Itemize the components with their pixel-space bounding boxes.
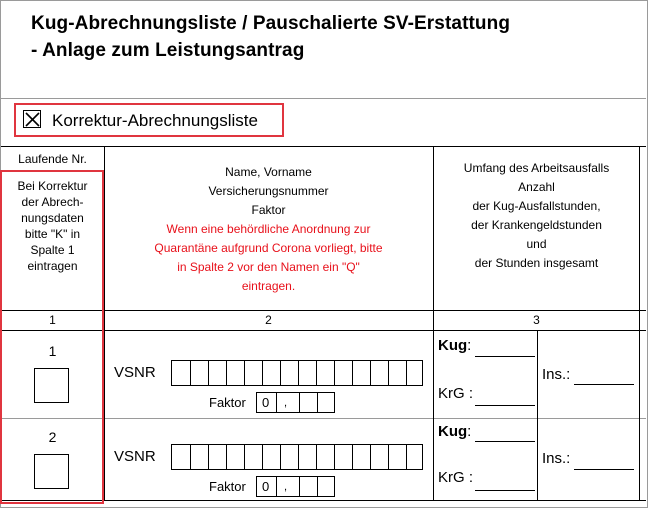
col3-header-line: und <box>526 237 547 251</box>
vsnr-cell <box>298 361 316 385</box>
row-correction-box[interactable] <box>34 454 69 489</box>
col2-quarantine-note <box>104 220 433 296</box>
col3-header-line: Umfang des Arbeitsausfalls <box>463 161 610 175</box>
form-title <box>31 10 510 64</box>
vsnr-cell <box>406 445 424 469</box>
correction-checkbox-label: Korrektur-Abrechnungsliste <box>52 111 258 130</box>
vsnr-input[interactable] <box>171 360 423 386</box>
col3-header-line: der Stunden insgesamt <box>474 256 599 270</box>
vsnr-cell <box>244 445 262 469</box>
vsnr-cell <box>388 361 406 385</box>
col3-header-line: der Krankengeldstunden <box>471 218 602 232</box>
vsnr-cell <box>352 361 370 385</box>
factor-separator: , <box>284 481 288 493</box>
vsnr-cell <box>370 361 388 385</box>
col2-note-line: in Spalte 2 vor den Namen ein "Q" <box>177 260 360 274</box>
kug-label <box>438 337 471 355</box>
factor-separator: , <box>284 397 288 409</box>
col2-header <box>104 163 433 220</box>
col2-note-line: Quarantäne aufgrund Corona vorliegt, bitte <box>154 241 383 255</box>
col3-right-border <box>639 146 640 500</box>
vsnr-cell <box>298 445 316 469</box>
form-title-line2: - Anlage zum Leistungsantrag <box>31 40 305 61</box>
vsnr-cell <box>352 445 370 469</box>
krg-label: KrG : <box>438 385 474 402</box>
vsnr-cell <box>388 445 406 469</box>
vsnr-cell <box>280 445 298 469</box>
col3-number: 3 <box>533 313 540 327</box>
col1-note-line: eintragen <box>27 259 78 273</box>
vsnr-cell <box>190 361 208 385</box>
factor-prefix: 0 <box>262 479 270 494</box>
vsnr-cell <box>208 361 226 385</box>
vsnr-cell <box>316 445 334 469</box>
ins-input-line[interactable] <box>574 384 634 385</box>
kug-label-text: Kug <box>438 423 468 440</box>
kug-colon: : <box>467 423 472 440</box>
vsnr-cell <box>208 445 226 469</box>
vsnr-cell <box>370 445 388 469</box>
factor-cell-divider <box>299 477 300 496</box>
col2-header-line: Name, Vorname <box>225 165 312 179</box>
factor-prefix: 0 <box>262 395 270 410</box>
vsnr-label: VSNR <box>114 448 156 465</box>
factor-input[interactable] <box>256 476 335 497</box>
col3-header-line: der Kug-Ausfallstunden, <box>472 199 601 213</box>
vsnr-cell <box>262 445 280 469</box>
row-correction-box[interactable] <box>34 368 69 403</box>
title-separator <box>1 98 646 99</box>
col2-note-line: eintragen. <box>241 279 296 293</box>
vsnr-cell <box>280 361 298 385</box>
col3-header-line: Anzahl <box>518 180 555 194</box>
vsnr-label: VSNR <box>114 364 156 381</box>
factor-cell-divider <box>317 477 318 496</box>
krg-label: KrG : <box>438 469 474 486</box>
kug-label <box>438 423 471 441</box>
ins-label: Ins.: <box>542 450 571 467</box>
vsnr-cell <box>316 361 334 385</box>
vsnr-cell <box>334 445 352 469</box>
vsnr-cell <box>262 361 280 385</box>
vsnr-cell <box>244 361 262 385</box>
row-number: 1 <box>48 343 57 359</box>
vsnr-cell <box>226 445 244 469</box>
factor-cell-divider <box>276 393 277 412</box>
col1-header: Laufende Nr. <box>18 152 87 166</box>
factor-cell-divider <box>317 393 318 412</box>
vsnr-cell <box>334 361 352 385</box>
kug-input-line[interactable] <box>475 441 535 442</box>
col1-note-line: nungsdaten <box>21 211 84 225</box>
krg-input-line[interactable] <box>475 405 535 406</box>
vsnr-cell <box>226 361 244 385</box>
col2-header-line: Faktor <box>251 203 286 217</box>
ins-label: Ins.: <box>542 366 571 383</box>
col2-number: 2 <box>265 313 272 327</box>
col2-note-line: Wenn eine behördliche Anordnung zur <box>166 222 371 236</box>
col2-header-line: Versicherungsnummer <box>208 184 329 198</box>
col1-note-line: Bei Korrektur <box>17 179 88 193</box>
krg-input-line[interactable] <box>475 490 535 491</box>
kug-label-text: Kug <box>438 337 468 354</box>
col1-number: 1 <box>49 313 56 327</box>
vsnr-cell <box>406 361 424 385</box>
row-number: 2 <box>48 429 57 445</box>
col3-inner-divider <box>537 330 538 500</box>
col1-note-line: der Abrech- <box>21 195 84 209</box>
table-top-border <box>1 146 646 147</box>
factor-label: Faktor <box>209 395 246 410</box>
ins-input-line[interactable] <box>574 469 634 470</box>
vsnr-input[interactable] <box>171 444 423 470</box>
factor-input[interactable] <box>256 392 335 413</box>
factor-cell-divider <box>276 477 277 496</box>
correction-checkbox[interactable] <box>23 110 41 128</box>
kug-input-line[interactable] <box>475 356 535 357</box>
col1-note-line: Spalte 1 <box>30 243 75 257</box>
kug-colon: : <box>467 337 472 354</box>
form-title-line1: Kug-Abrechnungsliste / Pauschalierte SV-Erstattung <box>31 13 511 34</box>
col1-note-line: bitte "K" in <box>24 227 81 241</box>
col3-header <box>434 159 639 273</box>
vsnr-cell <box>190 445 208 469</box>
factor-label: Faktor <box>209 479 246 494</box>
factor-cell-divider <box>299 393 300 412</box>
checkmark-x-icon <box>24 111 42 129</box>
